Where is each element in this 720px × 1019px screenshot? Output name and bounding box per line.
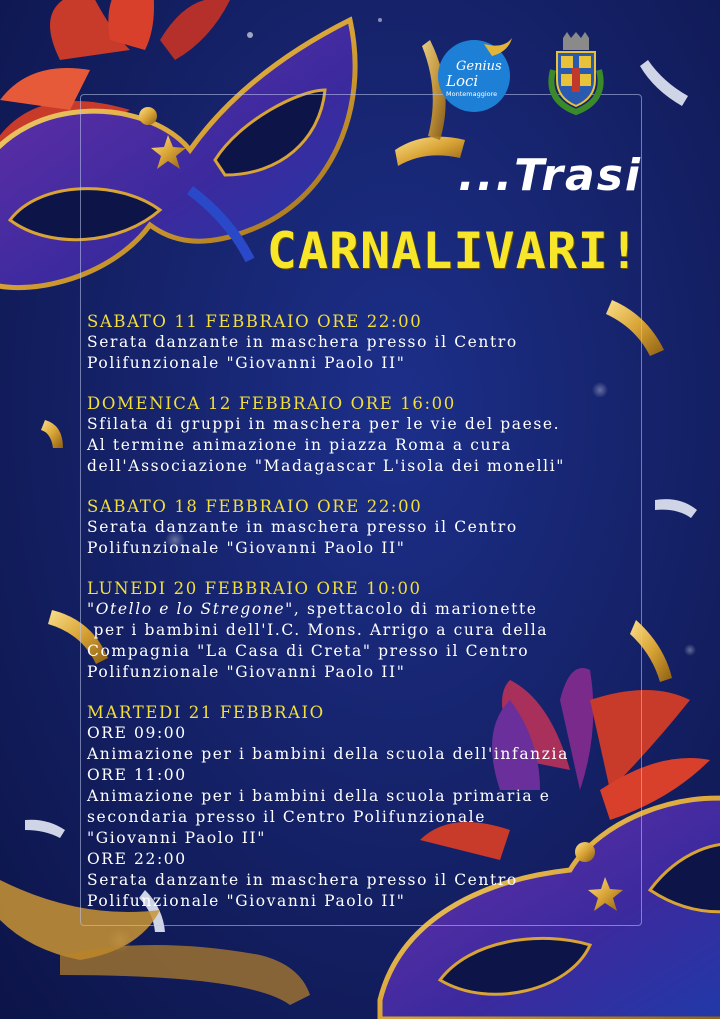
- show-title: Otello e lo Stregone: [95, 600, 286, 618]
- event-time: ORE 11:00: [87, 766, 187, 784]
- event-program: [87, 311, 647, 931]
- event-1: [87, 311, 647, 374]
- event-date: SABATO 18 FEBBRAIO ORE 22:00: [87, 497, 423, 516]
- event-line: dell'Associazione "Madagascar L'isola dei monelli": [87, 457, 565, 475]
- event-2: [87, 393, 647, 477]
- event-date: LUNEDI 20 FEBBRAIO ORE 10:00: [87, 579, 422, 598]
- show-title-rest: , spettacolo di marionette: [293, 600, 538, 618]
- title-carnalivari: CARNALIVARI!: [266, 222, 640, 280]
- event-line: Animazione per i bambini della scuola dell'infanzia: [87, 745, 569, 763]
- event-line: Serata danzante in maschera presso il Centro: [87, 518, 518, 536]
- event-5: [87, 702, 647, 912]
- event-line: per i bambini dell'I.C. Mons. Arrigo a cura della: [87, 621, 549, 639]
- event-line: Polifunzionale "Giovanni Paolo II": [87, 663, 406, 681]
- event-line: "Giovanni Paolo II": [87, 829, 266, 847]
- event-line: Polifunzionale "Giovanni Paolo II": [87, 892, 406, 910]
- event-line: Polifunzionale "Giovanni Paolo II": [87, 354, 406, 372]
- event-line: Serata danzante in maschera presso il Centro: [87, 333, 518, 351]
- event-date: SABATO 11 FEBBRAIO ORE 22:00: [87, 312, 423, 331]
- event-line: Animazione per i bambini della scuola primaria e: [87, 787, 551, 805]
- genius-loci-logo: [434, 34, 516, 116]
- event-line: Serata danzante in maschera presso il Centro: [87, 871, 518, 889]
- event-3: [87, 496, 647, 559]
- municipal-crest-icon: [543, 30, 609, 118]
- event-time: ORE 09:00: [87, 724, 187, 742]
- title-trasi: ...Trasi: [458, 150, 642, 201]
- event-line: Compagnia "La Casa di Creta" presso il Centro: [87, 642, 530, 660]
- event-line: Polifunzionale "Giovanni Paolo II": [87, 539, 406, 557]
- logo-loci-text: Loci: [446, 72, 479, 90]
- logo-genius-text: Genius: [456, 59, 502, 74]
- event-line: Al termine animazione in piazza Roma a cura: [87, 436, 512, 454]
- event-line: "Otello e lo Stregone", spettacolo di marionette: [87, 600, 538, 618]
- logo-place-text: Montemaggiore: [446, 90, 498, 98]
- event-line: Sfilata di gruppi in maschera per le vie del paese.: [87, 415, 561, 433]
- event-date: MARTEDI 21 FEBBRAIO: [87, 703, 325, 722]
- event-time: ORE 22:00: [87, 850, 187, 868]
- event-4: [87, 578, 647, 683]
- event-line: secondaria presso il Centro Polifunzionale: [87, 808, 487, 826]
- event-date: DOMENICA 12 FEBBRAIO ORE 16:00: [87, 394, 456, 413]
